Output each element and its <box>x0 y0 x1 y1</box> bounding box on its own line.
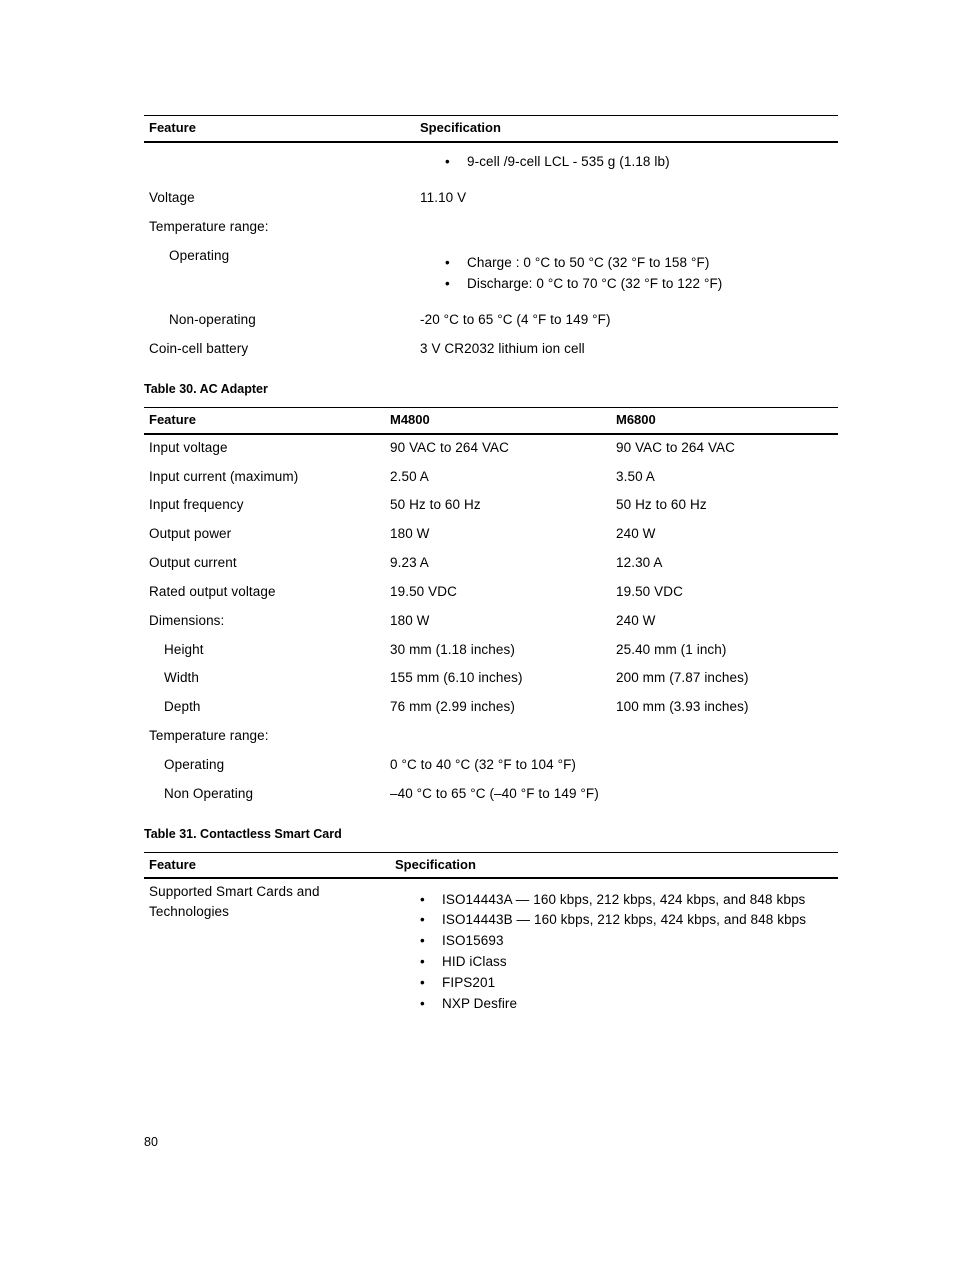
row-label-temperature-range: Temperature range: <box>149 219 269 234</box>
column-header-feature: Feature <box>149 412 196 427</box>
column-header-specification: Specification <box>395 857 476 872</box>
table-top-rule <box>144 852 838 853</box>
row-label-line-1: Supported Smart Cards and <box>149 884 320 899</box>
row-label: Non Operating <box>164 786 254 801</box>
row-label: Input frequency <box>149 497 244 512</box>
row-label: Dimensions: <box>149 613 225 628</box>
row-label: Output power <box>149 526 232 541</box>
m6800-value: 200 mm (7.87 inches) <box>616 670 749 685</box>
row-label-non-operating: Non-operating <box>169 312 256 327</box>
column-header-m6800: M6800 <box>616 412 656 427</box>
m4800-value: 76 mm (2.99 inches) <box>390 699 515 714</box>
list-item: • ISO14443B — 160 kbps, 212 kbps, 424 kbps, and 848 kbps <box>442 912 806 927</box>
row-label: Output current <box>149 555 237 570</box>
discharge-bullet: • Discharge: 0 °C to 70 °C (32 °F to 122 °F) <box>467 276 722 291</box>
row-label: Width <box>164 670 200 685</box>
header-rule <box>144 141 838 143</box>
m4800-value: 30 mm (1.18 inches) <box>390 642 515 657</box>
table-caption: Table 31. Contactless Smart Card <box>144 827 342 841</box>
row-label: Height <box>164 642 204 657</box>
row-label: Input current (maximum) <box>149 469 299 484</box>
column-header-feature: Feature <box>149 857 196 872</box>
m4800-value: 155 mm (6.10 inches) <box>390 670 523 685</box>
table-caption: Table 30. AC Adapter <box>144 382 268 396</box>
m6800-value: 12.30 A <box>616 555 663 570</box>
m4800-value: 50 Hz to 60 Hz <box>390 497 481 512</box>
list-item: • ISO14443A — 160 kbps, 212 kbps, 424 kbps, and 848 kbps <box>442 892 805 907</box>
list-item: • FIPS201 <box>442 975 495 990</box>
row-value-voltage: 11.10 V <box>420 190 467 205</box>
column-header-feature: Feature <box>149 120 196 135</box>
row-label-operating: Operating <box>169 248 230 263</box>
m4800-value: 9.23 A <box>390 555 429 570</box>
table-top-rule <box>144 407 838 408</box>
m4800-value: 0 °C to 40 °C (32 °F to 104 °F) <box>390 757 577 772</box>
m4800-value: 2.50 A <box>390 469 429 484</box>
m6800-value: 90 VAC to 264 VAC <box>616 440 736 455</box>
row-label-coin-cell: Coin-cell battery <box>149 341 249 356</box>
row-label: Depth <box>164 699 201 714</box>
m6800-value: 25.40 mm (1 inch) <box>616 642 727 657</box>
header-rule <box>144 433 838 435</box>
column-header-specification: Specification <box>420 120 501 135</box>
m4800-value: 19.50 VDC <box>390 584 457 599</box>
m6800-value: 19.50 VDC <box>616 584 683 599</box>
list-item: • HID iClass <box>442 954 507 969</box>
m6800-value: 240 W <box>616 613 656 628</box>
m6800-value: 240 W <box>616 526 656 541</box>
row-label-voltage: Voltage <box>149 190 195 205</box>
weight-bullet: • 9-cell /9-cell LCL - 535 g (1.18 lb) <box>467 154 670 169</box>
row-label: Temperature range: <box>149 728 269 743</box>
m4800-value: 180 W <box>390 613 430 628</box>
m4800-value: 90 VAC to 264 VAC <box>390 440 510 455</box>
row-label: Input voltage <box>149 440 228 455</box>
m6800-value: 3.50 A <box>616 469 655 484</box>
m4800-value: –40 °C to 65 °C (–40 °F to 149 °F) <box>390 786 599 801</box>
row-label: Rated output voltage <box>149 584 276 599</box>
row-label-line-2: Technologies <box>149 904 230 919</box>
header-rule <box>144 877 838 879</box>
list-item: • ISO15693 <box>442 933 504 948</box>
column-header-m4800: M4800 <box>390 412 430 427</box>
charge-bullet: • Charge : 0 °C to 50 °C (32 °F to 158 °F) <box>467 255 709 270</box>
m6800-value: 100 mm (3.93 inches) <box>616 699 749 714</box>
page-number: 80 <box>144 1135 158 1149</box>
table-top-rule <box>144 115 838 116</box>
m4800-value: 180 W <box>390 526 430 541</box>
m6800-value: 50 Hz to 60 Hz <box>616 497 707 512</box>
row-value-coin-cell: 3 V CR2032 lithium ion cell <box>420 341 585 356</box>
list-item: • NXP Desfire <box>442 996 517 1011</box>
row-label: Operating <box>164 757 225 772</box>
row-value-non-operating: -20 °C to 65 °C (4 °F to 149 °F) <box>420 312 611 327</box>
